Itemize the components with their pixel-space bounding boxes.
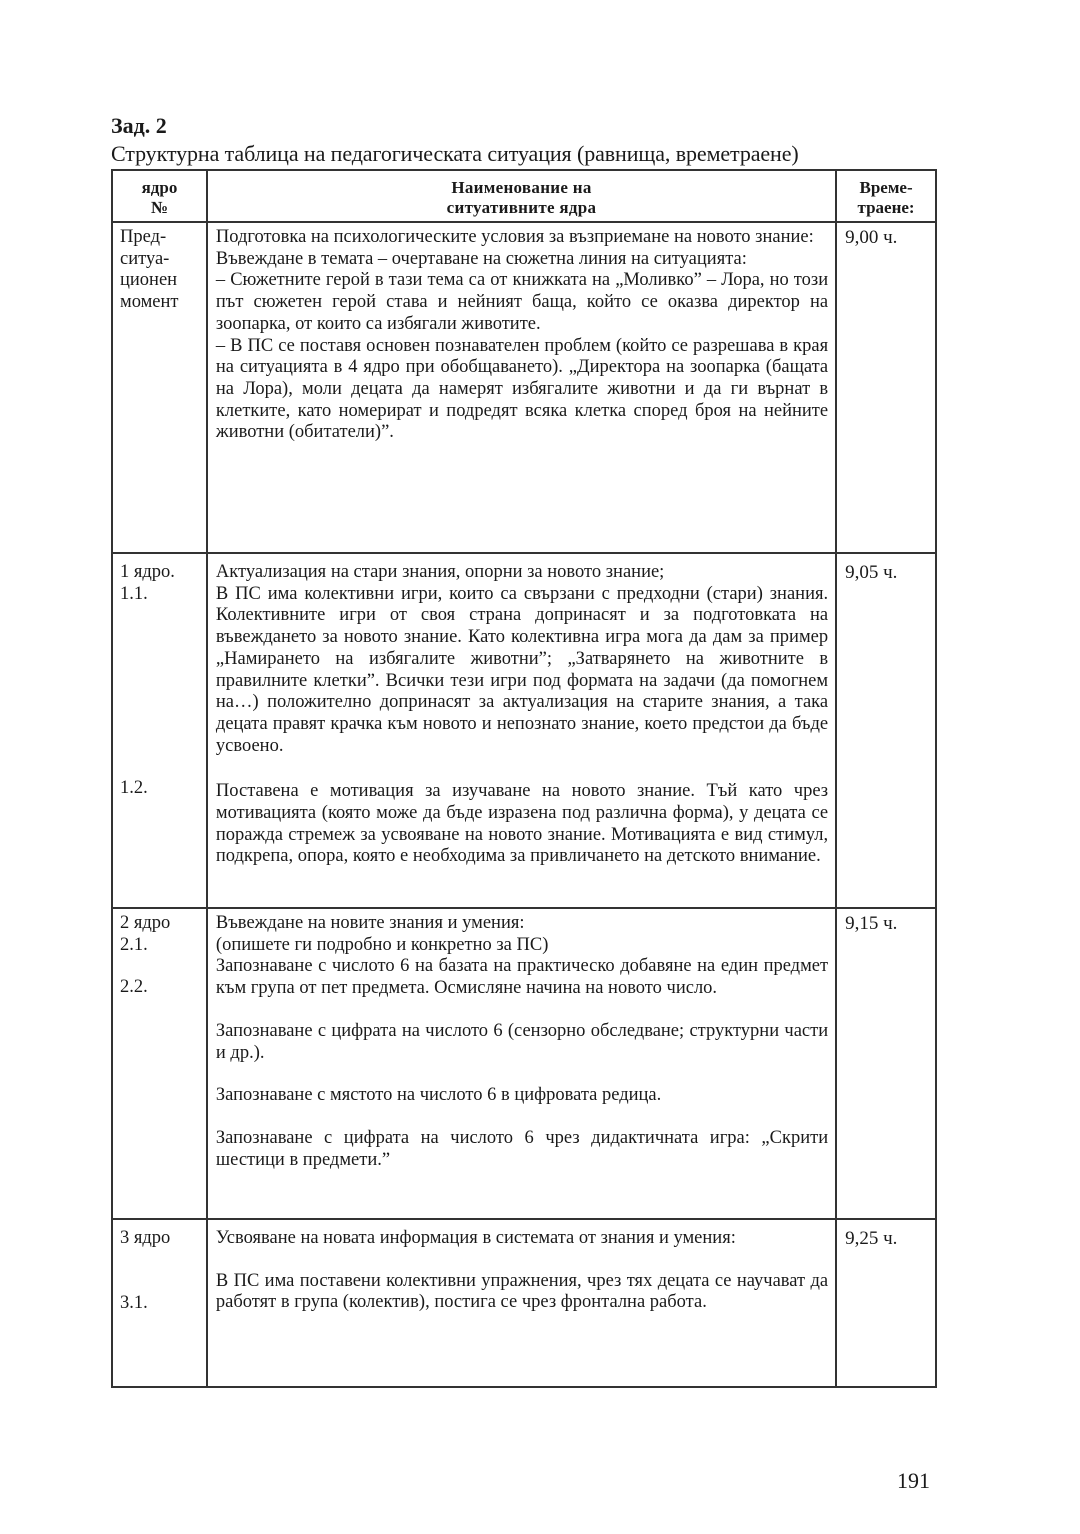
header-duration: Време- траене: [836,170,936,222]
header-core-name: Наименование на ситуативните ядра [207,170,836,222]
core-label-cell: 3 ядро 3.1. [112,1219,207,1387]
core-label-cell: 2 ядро 2.1. 2.2. [112,908,207,1219]
core-description-cell: Подготовка на психологическите условия за възприемане на новото знание: Въвеждане в темата – очертаване на сюжетна линия на ситуацията: – Сюжетните герой в тази тема са от книжката на „Моливко” – Лора, но този път сюжетен герой става и нейният баща, който се оказва директор на зоопарка, от които са избягали животите. – В ПС се поставя основен познавателен проблем (който се разрешава в края на ситуацията в 4 ядро при обобщаването). „Директора на зоопарка (бащата на Лора), моли децата да намерят избягалите животни и да ги върнат в клетките, като номерират и подредят всяка клетка според броя на нейните животни (обитатели)”. [207,222,836,553]
duration-cell: 9,25 ч. [836,1219,936,1387]
table-row [112,1219,936,1387]
table-header-row [112,170,936,222]
core-label-cell: Пред- ситуа- ционен момент [112,222,207,553]
core-description-cell: Актуализация на стари знания, опорни за новото знание; В ПС има колективни игри, които са свързани с предходни (стари) знания. Колективните игри от своя страна допринасят и за подготовката на въвеждането за новото знание. Като колективна игра мога да дам за пример „Намирането на избягалите животни”; „Затварянето на животните в правилните клетки”. Всички тези игри под формата на задачи (да помогнем на…) положително допринасят за актуализация на старите знания, а така децата правят крачка към новото и непознато знание, което предстои да бъде усвоено. Поставена е мотивация за изучаване на новото знание. Тъй като чрез мотивацията (която може да бъде изразена под различна форма), у децата се поражда стремеж за усвояване на новото знание. Мотивацията е вид стимул, подкрепа, опора, която е необходима за привличането на детското внимание. [207,553,836,908]
duration-cell: 9,15 ч. [836,908,936,1219]
table-row [112,553,936,908]
duration-cell: 9,05 ч. [836,553,936,908]
core-label-cell: 1 ядро. 1.1. 1.2. [112,553,207,908]
core-description-cell: Въвеждане на новите знания и умения: (опишете ги подробно и конкретно за ПС) Запознаване с числото 6 на базата на практическо добавяне на един предмет към група от пет предмета. Осмисляне начина на новото число. Запознаване с цифрата на числото 6 (сензорно обследване; структурни части и др.). Запознаване с мястото на числото 6 в цифровата редица. Запознаване с цифрата на числото 6 чрез дидактичната игра: „Скрити шестици в предмети.” [207,908,836,1219]
header-core-number: ядро № [112,170,207,222]
table-row [112,222,936,553]
table-caption: Структурна таблица на педагогическата ситуация (равнища, времетраене) [111,141,799,166]
core-description-cell: Усвояване на новата информация в системата от знания и умения: В ПС има поставени колективни упражнения, чрез тях децата се научават да работят в група (колектив), постига се чрез фронтална работа. [207,1219,836,1387]
structure-table [111,169,937,1388]
duration-cell: 9,00 ч. [836,222,936,553]
task-heading: Зад. 2 [111,113,167,138]
table-row [112,908,936,1219]
page-number: 191 [897,1468,930,1493]
